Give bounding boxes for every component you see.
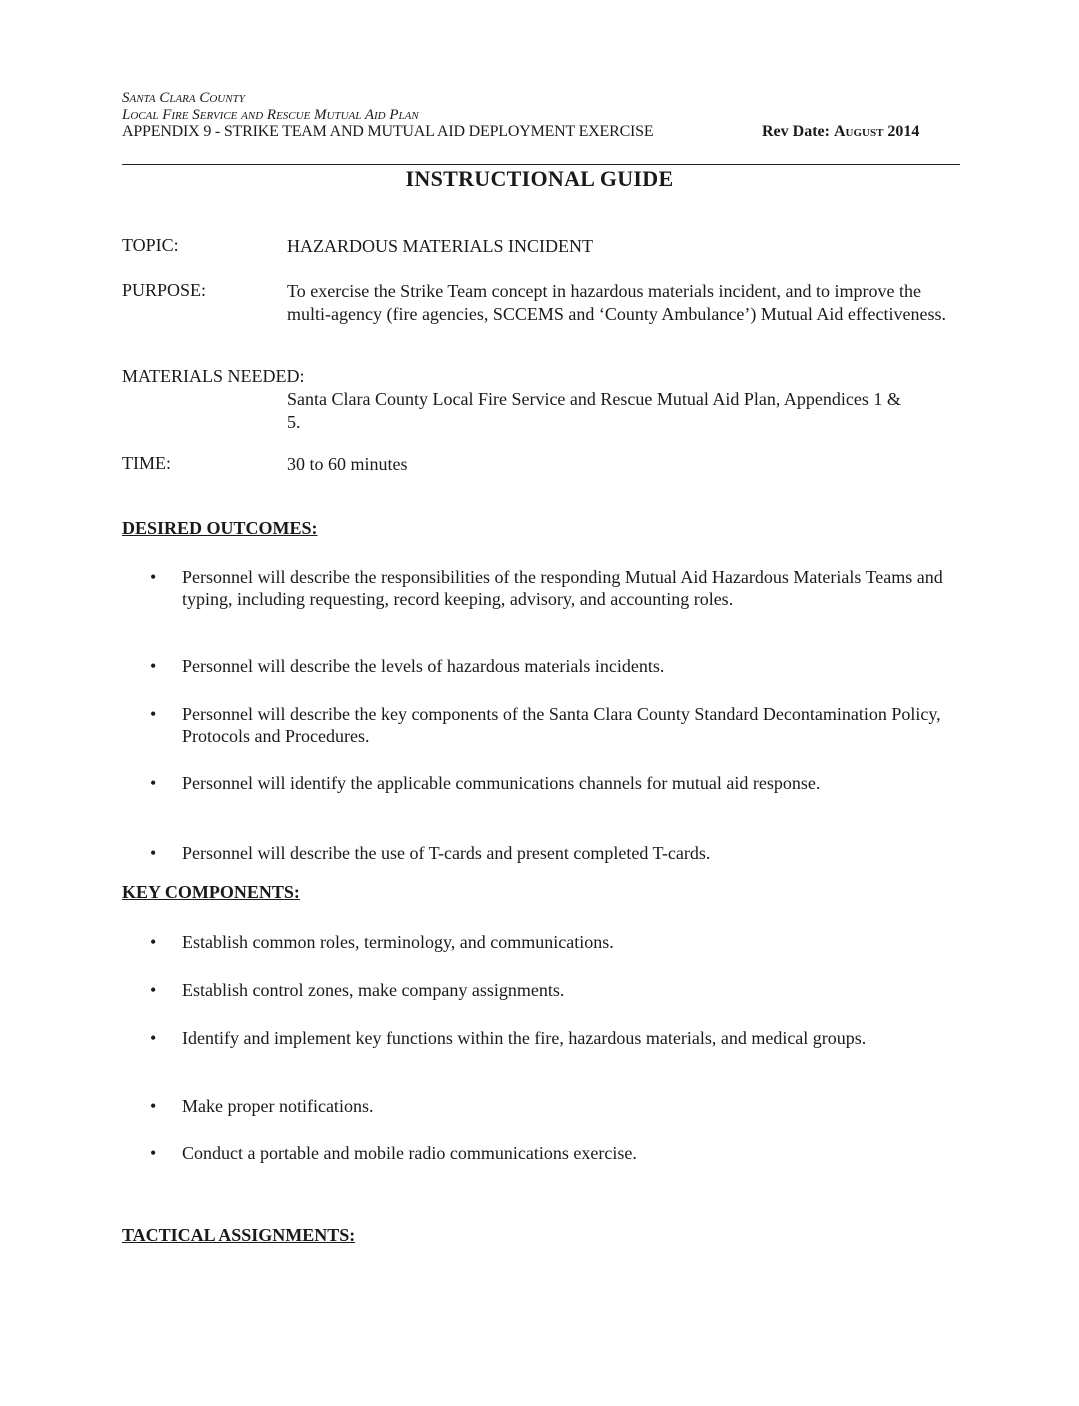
revision-date [762, 123, 919, 141]
bullet-icon: • [150, 773, 157, 793]
list-item: • Personnel will describe the responsibilities of the responding Mutual Aid Hazardous Materials Teams and typing, including requesting, record keeping, advisory, and accounting roles. [150, 567, 943, 609]
materials-label: MATERIALS NEEDED: [122, 366, 305, 386]
bullet-icon: • [150, 704, 157, 724]
topic-value: HAZARDOUS MATERIALS INCIDENT [287, 236, 593, 256]
list-item: • Conduct a portable and mobile radio communications exercise. [150, 1143, 637, 1163]
bullet-icon: • [150, 980, 157, 1000]
revision-label: Rev Date: [762, 123, 834, 140]
revision-value: August 2014 [833, 123, 920, 140]
bullet-icon: • [150, 656, 157, 676]
tactical-assignments-heading: TACTICAL ASSIGNMENTS: [122, 1225, 356, 1245]
list-item: • Make proper notifications. [150, 1096, 374, 1116]
page-title: INSTRUCTIONAL GUIDE [405, 166, 674, 191]
time-value: 30 to 60 minutes [287, 454, 408, 474]
materials-value: Santa Clara County Local Fire Service and Rescue Mutual Aid Plan, Appendices 1 & 5. [287, 389, 901, 432]
list-item: • Personnel will describe the levels of hazardous materials incidents. [150, 656, 665, 676]
list-item: • Personnel will describe the use of T-cards and present completed T-cards. [150, 843, 711, 863]
header-divider [122, 164, 960, 165]
bullet-icon: • [150, 843, 157, 863]
bullet-icon: • [150, 932, 157, 952]
bullet-icon: • [150, 1143, 157, 1163]
bullet-icon: • [150, 567, 157, 587]
bullet-icon: • [150, 1028, 157, 1048]
header-appendix-title: APPENDIX 9 - STRIKE TEAM AND MUTUAL AID DEPLOYMENT EXERCISE [122, 123, 654, 140]
list-item: • Establish control zones, make company assignments. [150, 980, 565, 1000]
list-item: • Establish common roles, terminology, and communications. [150, 932, 614, 952]
purpose-value: To exercise the Strike Team concept in hazardous materials incident, and to improve the multi-agency (fire agencies, SCCEMS and ‘County Ambulance’) Mutual Aid effectiveness. [287, 281, 947, 324]
topic-label: TOPIC: [122, 235, 179, 255]
purpose-label: PURPOSE: [122, 280, 207, 300]
header-county: Santa Clara County [122, 90, 245, 106]
header-plan-name: Local Fire Service and Rescue Mutual Aid Plan [122, 107, 419, 123]
list-item: • Personnel will describe the key components of the Santa Clara County Standard Decontamination Policy, Protocols and Procedures. [150, 704, 941, 746]
bullet-icon: • [150, 1096, 157, 1116]
list-item: • Personnel will identify the applicable communications channels for mutual aid response. [150, 773, 821, 793]
document-header [122, 90, 419, 124]
list-item: • Identify and implement key functions within the fire, hazardous materials, and medical groups. [150, 1028, 867, 1048]
desired-outcomes-heading: DESIRED OUTCOMES: [122, 518, 318, 538]
key-components-heading: KEY COMPONENTS: [122, 882, 300, 902]
time-label: TIME: [122, 453, 171, 473]
